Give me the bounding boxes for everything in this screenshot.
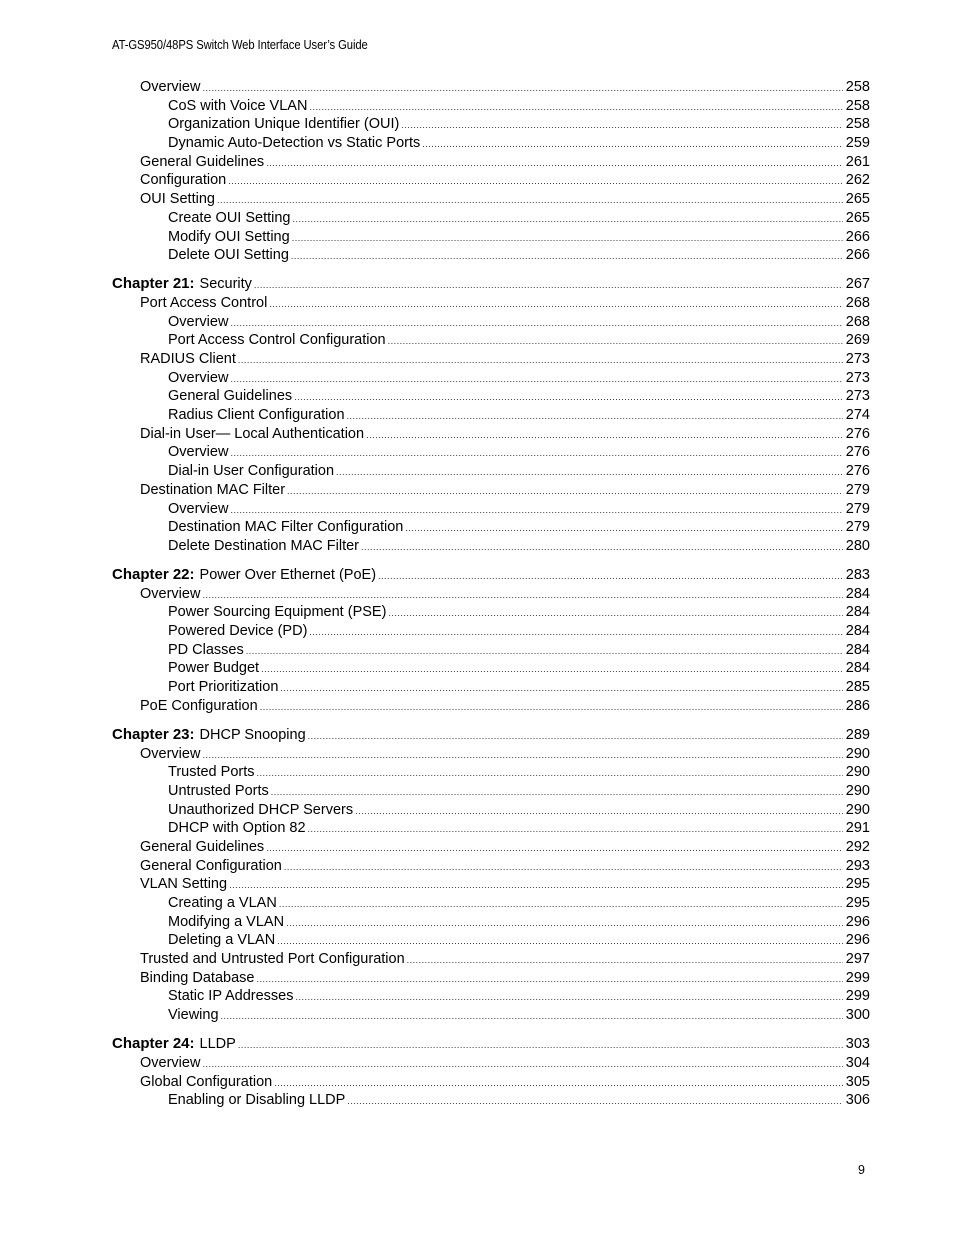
toc-entry-title <box>168 387 292 406</box>
toc-entry-title <box>168 622 307 641</box>
toc-entry[interactable] <box>112 153 870 172</box>
dot-leader <box>277 932 843 951</box>
toc-title-text: Destination MAC Filter Configuration <box>168 519 404 536</box>
dot-leader <box>230 314 842 333</box>
dot-leader <box>230 444 842 463</box>
toc-entry-title <box>168 819 306 838</box>
dot-leader <box>388 604 842 623</box>
toc-title-text: General Guidelines <box>140 838 265 855</box>
toc-title-text: Trusted Ports <box>168 764 255 781</box>
dot-leader <box>347 407 843 426</box>
toc-page-number: 306 <box>845 1092 870 1109</box>
toc-page-number: 280 <box>845 537 870 554</box>
toc-entry-title <box>168 801 353 820</box>
toc-title-text: Enabling or Disabling LLDP <box>168 1092 346 1109</box>
dot-leader <box>260 698 843 717</box>
toc-page-number: 265 <box>845 191 870 208</box>
toc-page-number: 284 <box>845 641 870 658</box>
toc-entry[interactable] <box>112 585 870 604</box>
toc-entry-title <box>168 782 269 801</box>
toc-entry-title <box>140 585 200 604</box>
toc-entry[interactable] <box>112 406 870 425</box>
toc-title-text: Overview <box>168 500 229 517</box>
toc-entry[interactable] <box>112 134 870 153</box>
dot-leader <box>280 679 842 698</box>
dot-leader <box>217 191 843 210</box>
toc-entry-title <box>140 294 267 313</box>
toc-title-text: PoE Configuration <box>140 697 258 714</box>
toc-title-text: Radius Client Configuration <box>168 407 345 424</box>
toc-page-number: 273 <box>845 369 870 386</box>
toc-entry-title <box>168 763 255 782</box>
toc-title-text: Security <box>199 276 252 293</box>
toc-title-text: Power Sourcing Equipment (PSE) <box>168 604 387 621</box>
toc-title-text: Powered Device (PD) <box>168 623 308 640</box>
toc-entry[interactable] <box>112 782 870 801</box>
toc-title-text: Delete Destination MAC Filter <box>168 537 359 554</box>
toc-title-text: Overview <box>168 369 229 386</box>
toc-entry-title <box>140 950 405 969</box>
toc-page-number: 284 <box>845 585 870 602</box>
toc-title-text: VLAN Setting <box>140 876 228 893</box>
toc-entry-title <box>140 425 364 444</box>
toc-entry[interactable] <box>112 443 870 462</box>
toc-entry[interactable] <box>112 603 870 622</box>
toc-title-text: CoS with Voice VLAN <box>168 97 308 114</box>
toc-title-text: Configuration <box>140 172 227 189</box>
toc-entry-title <box>168 678 278 697</box>
toc-entry-title <box>140 171 226 190</box>
toc-title-text: Power Budget <box>168 660 260 677</box>
toc-page-number: 290 <box>845 764 870 781</box>
toc-page-number: 273 <box>845 351 870 368</box>
toc-page-number: 274 <box>845 407 870 424</box>
toc-title-text: Binding Database <box>140 969 255 986</box>
toc-entry[interactable] <box>112 622 870 641</box>
dot-leader <box>269 295 842 314</box>
toc-entry[interactable] <box>112 987 870 1006</box>
toc-page-number: 279 <box>845 481 870 498</box>
toc-page-number: 262 <box>845 172 870 189</box>
toc-page-number: 283 <box>845 566 870 583</box>
toc-entry[interactable] <box>112 387 870 406</box>
toc-entry-title <box>168 1091 345 1110</box>
toc-title-text: Static IP Addresses <box>168 988 294 1005</box>
toc-entry[interactable] <box>112 97 870 116</box>
toc-entry-title <box>140 857 282 876</box>
toc-entry[interactable] <box>112 537 870 556</box>
toc-entry[interactable] <box>112 857 870 876</box>
toc-entry-title <box>140 153 264 172</box>
toc-page-number: 266 <box>845 247 870 264</box>
toc-page-number: 305 <box>845 1073 870 1090</box>
toc-title-text: Untrusted Ports <box>168 782 269 799</box>
toc-entry[interactable] <box>112 115 870 134</box>
dot-leader <box>261 660 843 679</box>
toc-entry[interactable] <box>112 697 870 716</box>
dot-leader <box>378 567 843 586</box>
toc-entry-title <box>168 913 284 932</box>
toc-page-number: 296 <box>845 913 870 930</box>
toc-entry-title <box>168 369 228 388</box>
toc-page-number: 295 <box>845 876 870 893</box>
toc-entry[interactable] <box>112 950 870 969</box>
toc-page-number: 299 <box>845 969 870 986</box>
toc-title-text: Overview <box>140 585 201 602</box>
toc-title-text: Modifying a VLAN <box>168 913 285 930</box>
toc-entry[interactable] <box>112 462 870 481</box>
toc-title-text: General Guidelines <box>168 388 293 405</box>
toc-entry[interactable] <box>112 228 870 247</box>
toc-page-number: 279 <box>845 500 870 517</box>
toc-page-number: 258 <box>845 97 870 114</box>
dot-leader <box>295 988 842 1007</box>
toc-entry-title <box>168 500 228 519</box>
toc-entry-title <box>140 875 227 894</box>
toc-entry-title <box>168 894 277 913</box>
toc-page-number: 297 <box>845 951 870 968</box>
dot-leader <box>294 388 843 407</box>
toc-title-text: Overview <box>140 745 201 762</box>
toc-page-number: 290 <box>845 801 870 818</box>
dot-leader <box>401 116 842 135</box>
dot-leader <box>366 426 843 445</box>
toc-page-number: 267 <box>845 276 870 293</box>
toc-entry[interactable] <box>112 481 870 500</box>
toc-page-number: 285 <box>845 679 870 696</box>
toc-title-text: DHCP Snooping <box>199 726 306 743</box>
toc-entry[interactable] <box>112 875 870 894</box>
dot-leader <box>287 482 843 501</box>
dot-leader <box>407 951 843 970</box>
dot-leader <box>286 914 843 933</box>
dot-leader <box>202 746 842 765</box>
toc-entry[interactable] <box>112 518 870 537</box>
toc-page-number: 279 <box>845 519 870 536</box>
toc-page-number: 284 <box>845 660 870 677</box>
toc-entry[interactable] <box>112 294 870 313</box>
toc-page-number: 259 <box>845 135 870 152</box>
toc-page-number: 269 <box>845 332 870 349</box>
toc-title-text: Power Over Ethernet (PoE) <box>199 566 377 583</box>
dot-leader <box>405 519 842 538</box>
toc-entry-title <box>140 481 285 500</box>
toc-page-number: 299 <box>845 988 870 1005</box>
toc-page-number: 292 <box>845 838 870 855</box>
dot-leader <box>271 783 843 802</box>
toc-entry-title <box>168 331 386 350</box>
toc-page-number: 276 <box>845 463 870 480</box>
dot-leader <box>254 276 843 295</box>
toc-entry[interactable] <box>112 1054 870 1073</box>
toc-page-number: 303 <box>845 1036 870 1053</box>
page-number: 9 <box>858 1163 865 1177</box>
table-of-contents <box>112 78 870 1110</box>
toc-title-text: OUI Setting <box>140 191 215 208</box>
dot-leader <box>266 154 843 173</box>
dot-leader <box>229 876 843 895</box>
toc-entry-title <box>168 931 275 950</box>
toc-entry[interactable] <box>112 1006 870 1025</box>
toc-entry-title <box>140 745 200 764</box>
toc-chapter-entry[interactable] <box>112 566 870 585</box>
dot-leader <box>309 98 842 117</box>
toc-title-text: Port Access Control Configuration <box>168 332 386 349</box>
toc-entry[interactable] <box>112 801 870 820</box>
toc-entry[interactable] <box>112 209 870 228</box>
toc-page-number: 268 <box>845 294 870 311</box>
toc-entry-title <box>168 603 386 622</box>
running-header: AT-GS950/48PS Switch Web Interface User’s Guide <box>112 38 368 52</box>
dot-leader <box>279 895 843 914</box>
toc-page-number: 304 <box>845 1054 870 1071</box>
toc-title-text: Organization Unique Identifier (OUI) <box>168 116 400 133</box>
dot-leader <box>202 586 842 605</box>
toc-title-text: Overview <box>140 79 201 95</box>
toc-title-text: Overview <box>168 313 229 330</box>
toc-entry-title <box>168 987 293 1006</box>
toc-page-number: 300 <box>845 1007 870 1024</box>
toc-page-number: 293 <box>845 857 870 874</box>
dot-leader <box>238 1036 843 1055</box>
toc-entry-title <box>112 1035 236 1054</box>
dot-leader <box>246 642 843 661</box>
toc-entry-title <box>168 443 228 462</box>
dot-leader <box>230 501 842 520</box>
toc-title-text: DHCP with Option 82 <box>168 820 306 837</box>
toc-entry[interactable] <box>112 78 870 97</box>
toc-entry[interactable] <box>112 171 870 190</box>
toc-title-text: Dynamic Auto-Detection vs Static Ports <box>168 135 421 152</box>
toc-entry-title <box>112 275 252 294</box>
toc-chapter-entry[interactable] <box>112 1035 870 1054</box>
dot-leader <box>308 820 843 839</box>
toc-title-text: Unauthorized DHCP Servers <box>168 801 354 818</box>
toc-entry[interactable] <box>112 838 870 857</box>
toc-title-text: Global Configuration <box>140 1073 273 1090</box>
toc-entry[interactable] <box>112 641 870 660</box>
toc-title-text: Delete OUI Setting <box>168 247 289 264</box>
dot-leader <box>257 764 843 783</box>
toc-entry[interactable] <box>112 350 870 369</box>
dot-leader <box>355 802 843 821</box>
toc-page-number: 276 <box>845 444 870 461</box>
toc-page-number: 296 <box>845 932 870 949</box>
toc-page-number: 284 <box>845 604 870 621</box>
toc-entry-title <box>168 462 334 481</box>
toc-entry[interactable] <box>112 659 870 678</box>
dot-leader <box>422 135 843 154</box>
toc-entry-title <box>140 1054 200 1073</box>
toc-title-text: Dial-in User Configuration <box>168 463 335 480</box>
toc-entry-title <box>168 1006 219 1025</box>
toc-entry[interactable] <box>112 913 870 932</box>
chapter-number: Chapter 22: <box>112 565 195 583</box>
toc-entry-title <box>140 697 258 716</box>
dot-leader <box>221 1007 843 1026</box>
toc-entry[interactable] <box>112 678 870 697</box>
toc-entry-title <box>140 1073 272 1092</box>
dot-leader <box>292 229 843 248</box>
dot-leader <box>291 247 843 266</box>
toc-entry-title <box>112 726 306 745</box>
toc-entry[interactable] <box>112 745 870 764</box>
toc-entry-title <box>140 350 236 369</box>
dot-leader <box>336 463 843 482</box>
dot-leader <box>293 210 843 229</box>
toc-entry-title <box>112 566 376 585</box>
toc-entry-title <box>168 641 244 660</box>
toc-title-text: Deleting a VLAN <box>168 932 276 949</box>
dot-leader <box>347 1092 842 1111</box>
toc-title-text: RADIUS Client <box>140 351 236 368</box>
toc-entry[interactable] <box>112 931 870 950</box>
chapter-number: Chapter 24: <box>112 1035 195 1053</box>
toc-page-number: 291 <box>845 820 870 837</box>
toc-chapter-entry[interactable] <box>112 275 870 294</box>
dot-leader <box>256 970 842 989</box>
toc-title-text: Modify OUI Setting <box>168 228 290 245</box>
dot-leader <box>274 1074 843 1093</box>
toc-title-text: LLDP <box>199 1036 236 1053</box>
chapter-number: Chapter 21: <box>112 275 195 293</box>
toc-title-text: Create OUI Setting <box>168 209 291 226</box>
dot-leader <box>228 172 843 191</box>
toc-page-number: 284 <box>845 623 870 640</box>
toc-page-number: 265 <box>845 209 870 226</box>
toc-entry[interactable] <box>112 763 870 782</box>
toc-entry[interactable] <box>112 1091 870 1110</box>
toc-entry-title <box>140 78 200 97</box>
toc-page-number: 290 <box>845 782 870 799</box>
toc-page-number: 261 <box>845 153 870 170</box>
toc-page-number: 258 <box>845 116 870 133</box>
toc-title-text: Overview <box>168 444 229 461</box>
toc-entry-title <box>168 406 345 425</box>
toc-entry[interactable] <box>112 313 870 332</box>
toc-page-number: 286 <box>845 697 870 714</box>
toc-title-text: Viewing <box>168 1007 219 1024</box>
toc-title-text: Port Access Control <box>140 294 268 311</box>
toc-title-text: General Configuration <box>140 857 282 874</box>
dot-leader <box>309 623 842 642</box>
toc-title-text: Overview <box>140 1054 201 1071</box>
toc-entry-title <box>168 228 290 247</box>
toc-page-number: 266 <box>845 228 870 245</box>
dot-leader <box>202 79 842 98</box>
toc-page-number: 290 <box>845 745 870 762</box>
toc-title-text: Trusted and Untrusted Port Configuration <box>140 951 405 968</box>
toc-entry-title <box>140 969 254 988</box>
toc-entry-title <box>168 518 403 537</box>
toc-page-number: 268 <box>845 313 870 330</box>
dot-leader <box>266 839 843 858</box>
toc-entry[interactable] <box>112 331 870 350</box>
dot-leader <box>230 370 842 389</box>
toc-entry[interactable] <box>112 369 870 388</box>
dot-leader <box>238 351 843 370</box>
toc-entry-title <box>168 115 399 134</box>
toc-title-text: Creating a VLAN <box>168 895 277 912</box>
toc-entry-title <box>140 190 215 209</box>
toc-entry[interactable] <box>112 425 870 444</box>
chapter-number: Chapter 23: <box>112 725 195 743</box>
toc-title-text: Destination MAC Filter <box>140 481 286 498</box>
dot-leader <box>202 1055 842 1074</box>
toc-page-number: 289 <box>845 726 870 743</box>
dot-leader <box>361 538 843 557</box>
toc-entry-title <box>168 209 291 228</box>
toc-entry[interactable] <box>112 894 870 913</box>
toc-entry-title <box>168 537 359 556</box>
toc-entry[interactable] <box>112 246 870 265</box>
toc-entry-title <box>168 246 289 265</box>
toc-title-text: General Guidelines <box>140 153 265 170</box>
toc-entry-title <box>168 97 307 116</box>
toc-title-text: Port Prioritization <box>168 679 279 696</box>
toc-entry-title <box>140 838 264 857</box>
toc-entry[interactable] <box>112 500 870 519</box>
toc-entry-title <box>168 659 259 678</box>
toc-entry-title <box>168 134 420 153</box>
dot-leader <box>308 727 843 746</box>
dot-leader <box>388 332 843 351</box>
toc-page-number: 276 <box>845 425 870 442</box>
toc-page-number: 273 <box>845 388 870 405</box>
toc-page-number: 295 <box>845 895 870 912</box>
toc-entry[interactable] <box>112 1073 870 1092</box>
toc-entry[interactable] <box>112 190 870 209</box>
toc-title-text: Dial-in User— Local Authentication <box>140 425 365 442</box>
toc-title-text: PD Classes <box>168 641 244 658</box>
toc-page-number: 258 <box>845 79 870 95</box>
toc-entry-title <box>168 313 228 332</box>
toc-entry[interactable] <box>112 969 870 988</box>
toc-entry[interactable] <box>112 819 870 838</box>
dot-leader <box>284 858 843 877</box>
toc-chapter-entry[interactable] <box>112 726 870 745</box>
